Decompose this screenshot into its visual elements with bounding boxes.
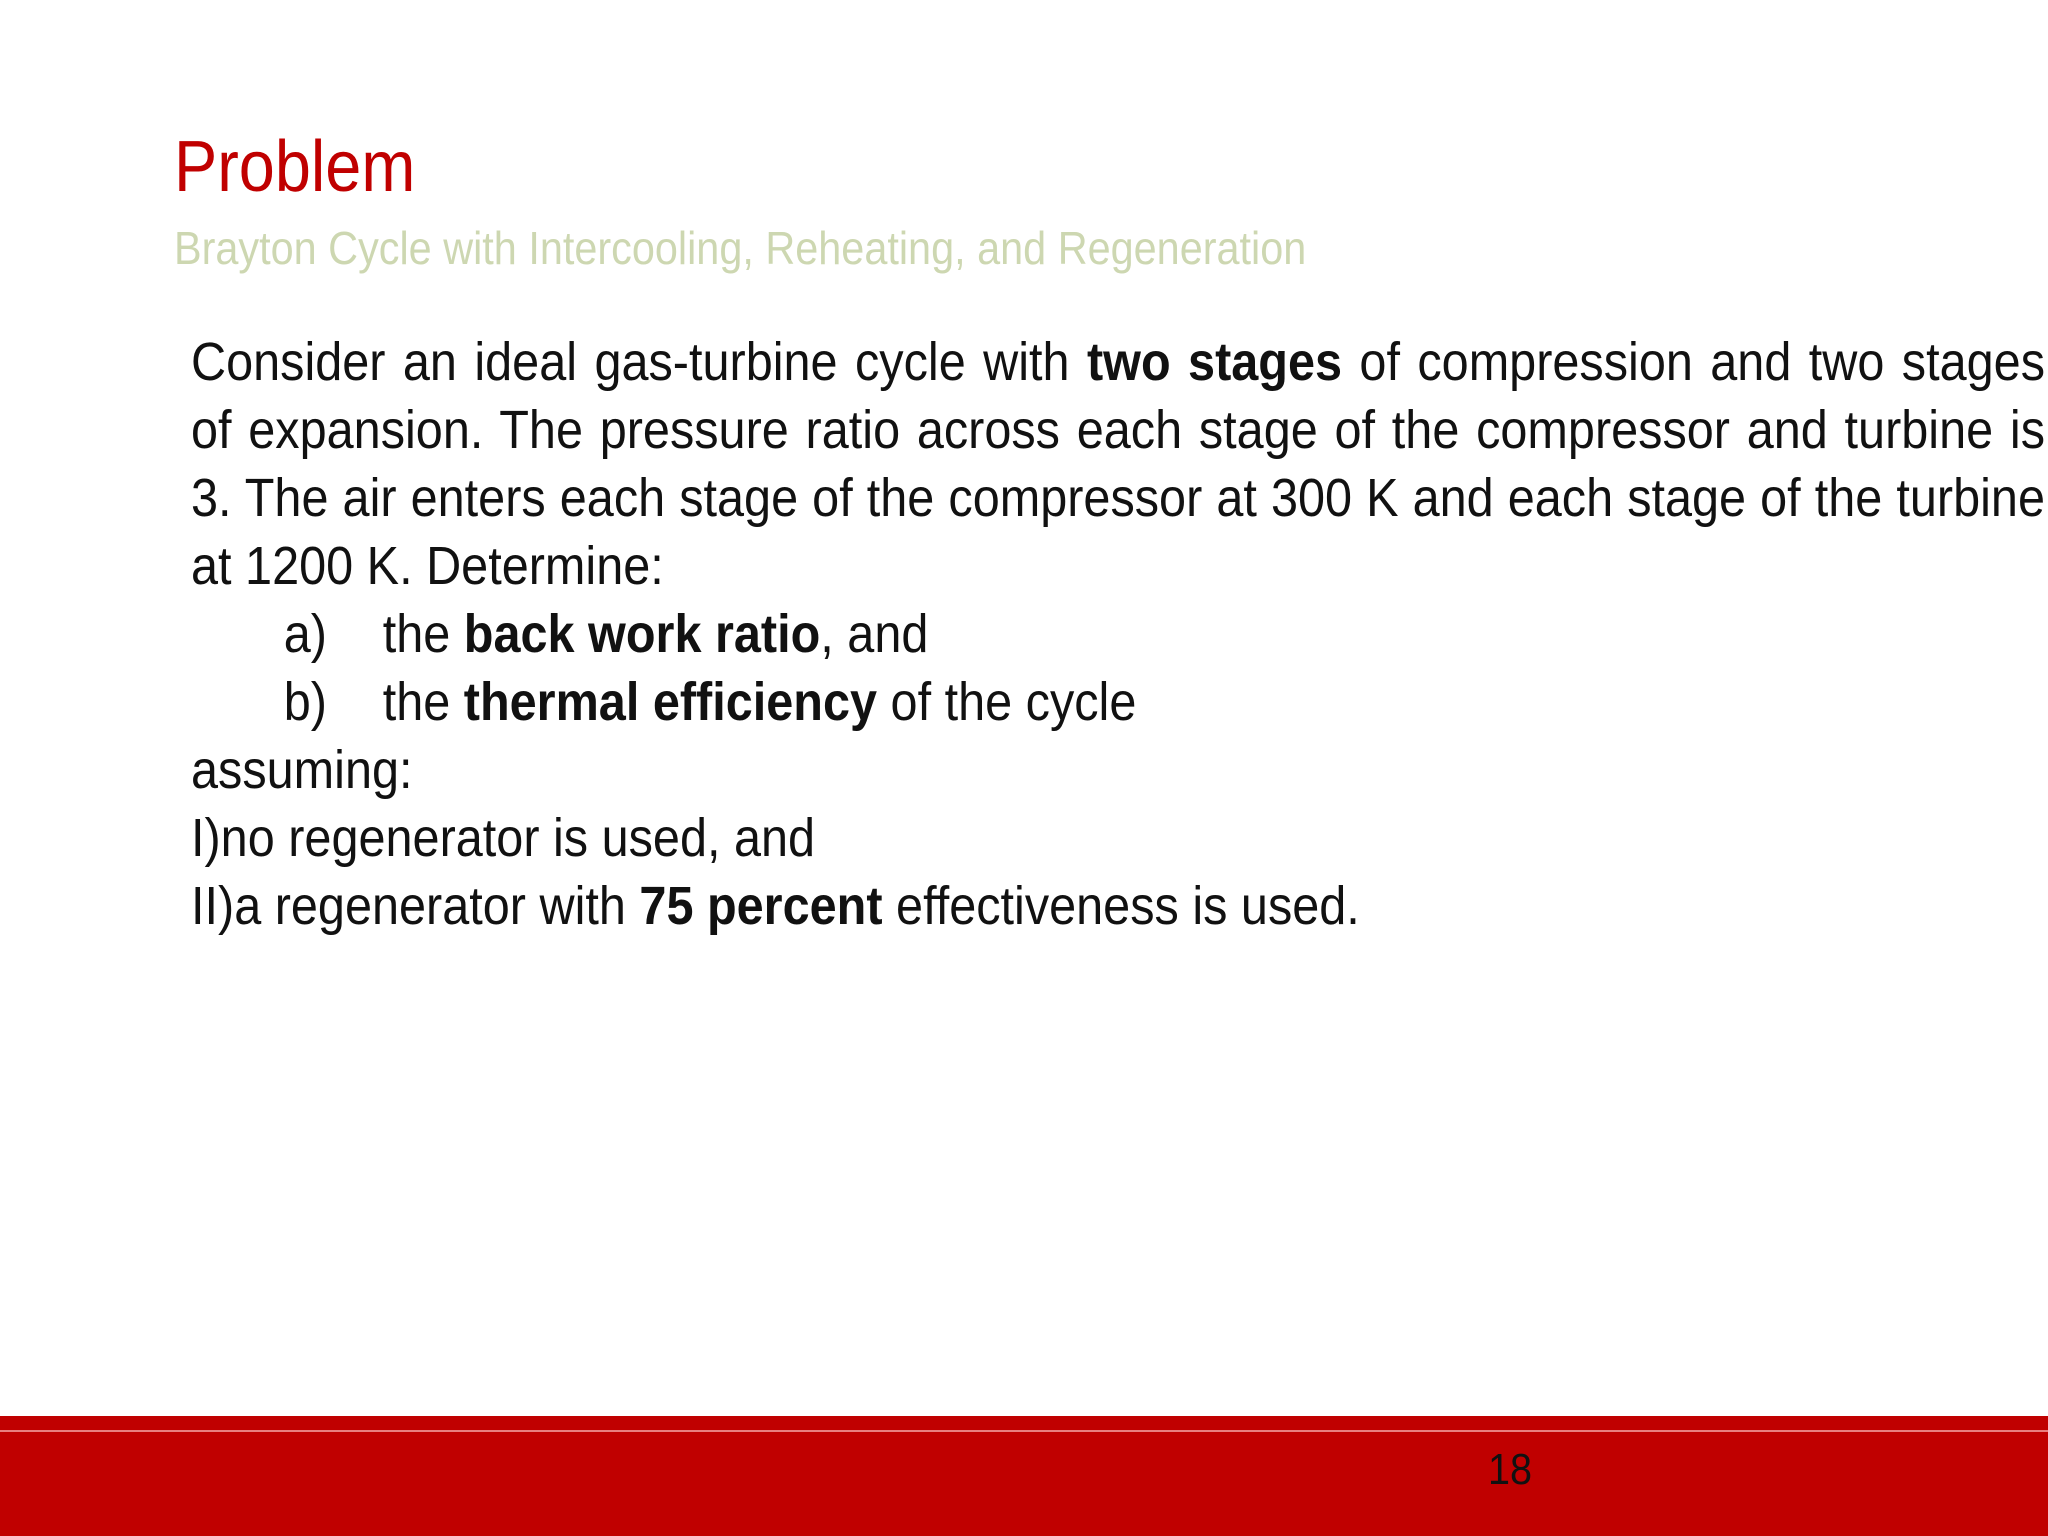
case-two-bold: 75 percent xyxy=(639,876,883,936)
case-two-pre: II)a regenerator with xyxy=(191,876,640,936)
footer-bar xyxy=(0,1416,2048,1536)
list-item-text xyxy=(383,668,1137,736)
item-bold-back-work-ratio: back work ratio xyxy=(463,604,821,664)
intro-text-1: Consider an ideal gas-turbine cycle with xyxy=(191,332,1087,392)
determine-list xyxy=(191,600,2045,736)
list-marker: b) xyxy=(283,672,327,732)
problem-statement xyxy=(191,328,2045,940)
list-item-text xyxy=(383,600,929,668)
intro-text-2: of compression and two stages of expansion. The pressure ratio across each stage of the compressor and turbine is 3. The air enters each stage of the compressor at 300 K and each stage of the turbine at 1200 K. Determine: xyxy=(191,332,2045,596)
case-two-post: effectiveness is used. xyxy=(882,876,1360,936)
item-post: , and xyxy=(820,604,929,664)
intro-bold-two-stages: two stages xyxy=(1086,332,1343,392)
assuming-label: assuming: xyxy=(191,740,413,800)
item-pre: the xyxy=(382,604,464,664)
item-post: of the cycle xyxy=(877,672,1137,732)
page-number: 18 xyxy=(1488,1445,1533,1494)
case-one: I)no regenerator is used, and xyxy=(191,808,816,868)
list-item xyxy=(191,600,2045,668)
list-marker: a) xyxy=(283,604,327,664)
slide-title: Problem xyxy=(174,127,416,207)
slide-subtitle: Brayton Cycle with Intercooling, Reheating, and Regeneration xyxy=(174,222,1307,274)
problem-intro xyxy=(191,328,2045,600)
item-pre: the xyxy=(382,672,464,732)
list-item xyxy=(191,668,2045,736)
case-two xyxy=(191,872,2045,940)
item-bold-thermal-efficiency: thermal efficiency xyxy=(463,672,878,732)
footer-divider xyxy=(0,1430,2048,1432)
